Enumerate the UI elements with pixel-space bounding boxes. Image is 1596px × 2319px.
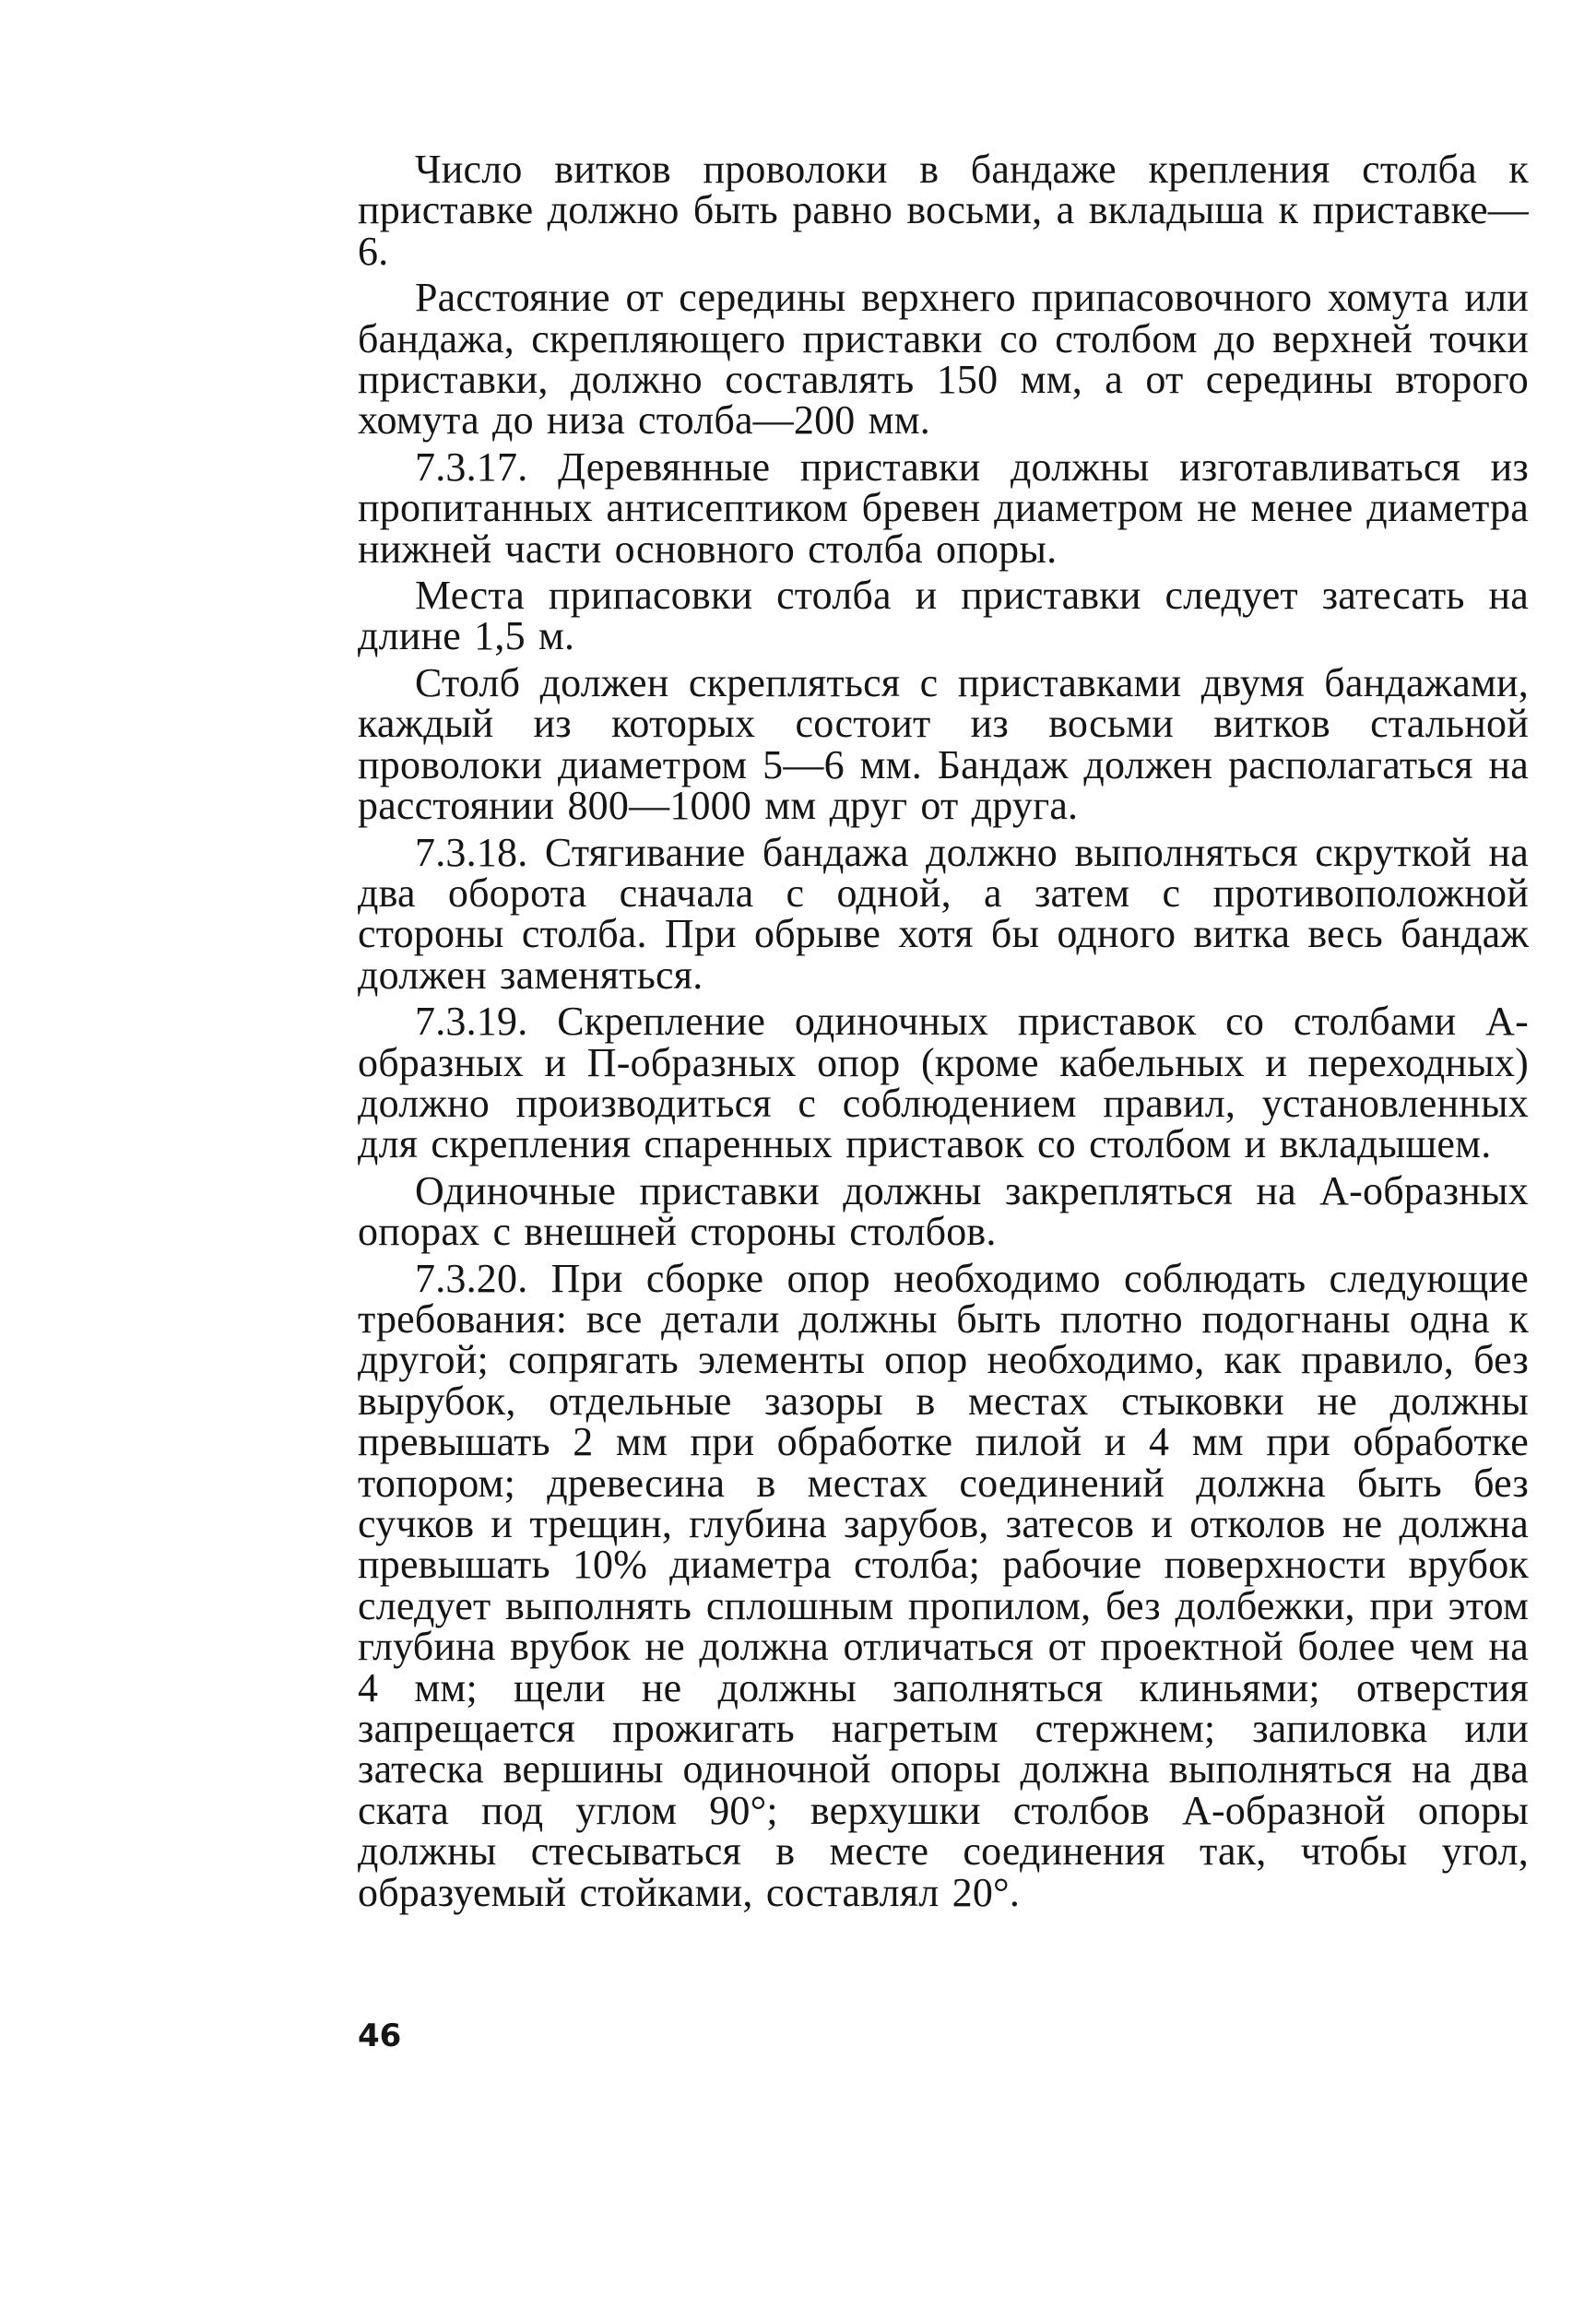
paragraph-wire-turns: Число витков проволоки в бандаже крепления столба к приставке должно быть равно восьми, а вкладыша к приставке—6. — [358, 147, 1529, 274]
paragraph-bandages: Столб должен скрепляться с приставками двумя бандажами, каждый из которых состоит из восьми витков стальной проволоки диаметром 5—6 мм. Бандаж должен располагаться на расстоянии 800—1000 мм друг от друга. — [358, 659, 1529, 829]
paragraph-7-3-17: 7.3.17. Деревянные приставки должны изготавливаться из пропитанных антисептиком бревен диаметром не менее диаметра нижней части основного столба опоры. — [358, 444, 1529, 572]
paragraph-7-3-20: 7.3.20. При сборке опор необходимо соблюдать следующие требования: все детали должны быть плотно подогнаны одна к другой; сопрягать элементы опор необходимо, как правило, без вырубок, отдельные зазоры в местах стыковки не должны превышать 2 мм при обработке пилой и 4 мм при обработке топором; древесина в местах соединений должна быть без сучков и трещин, глубина зарубов, затесов и отколов не должна превышать 10% диаметра столба; рабочие поверхности врубок следует выполнять сплошным пропилом, без долбежки, при этом глубина врубок не должна отличаться от проектной более чем на 4 мм; щели не должны заполняться клиньями; отверстия запрещается прожигать нагретым стержнем; запиловка или затеска вершины одиночной опоры должна выполняться на два ската под углом 90°; верхушки столбов А-образной опоры должны стесываться в месте соединения так, чтобы угол, образуемый стойками, составлял 20°. — [358, 1255, 1529, 1915]
paragraph-single-attachments: Одиночные приставки должны закрепляться на А-образных опорах с внешней стороны столбов. — [358, 1167, 1529, 1255]
paragraph-clamp-distance: Расстояние от середины верхнего припасовочного хомута или бандажа, скрепляющего приставки со столбом до верхней точки приставки, должно составлять 150 мм, а от середины второго хомута до низа столба—200 мм. — [358, 275, 1529, 444]
paragraph-7-3-18: 7.3.18. Стягивание бандажа должно выполняться скруткой на два оборота сначала с одной, а затем с противоположной стороны столба. При обрыве хотя бы одного витка весь бандаж должен заменяться. — [358, 829, 1529, 998]
page-number: 46 — [358, 2017, 402, 2054]
body-text — [358, 149, 1529, 1919]
paragraph-fitting-length: Места припасовки столба и приставки следует затесать на длине 1,5 м. — [358, 573, 1529, 659]
paragraph-7-3-19: 7.3.19. Скрепление одиночных приставок со столбами А-образных и П-образных опор (кроме кабельных и переходных) должно производиться с соблюдением правил, установленных для скрепления спаренных приставок со столбом и вкладышем. — [358, 999, 1529, 1167]
